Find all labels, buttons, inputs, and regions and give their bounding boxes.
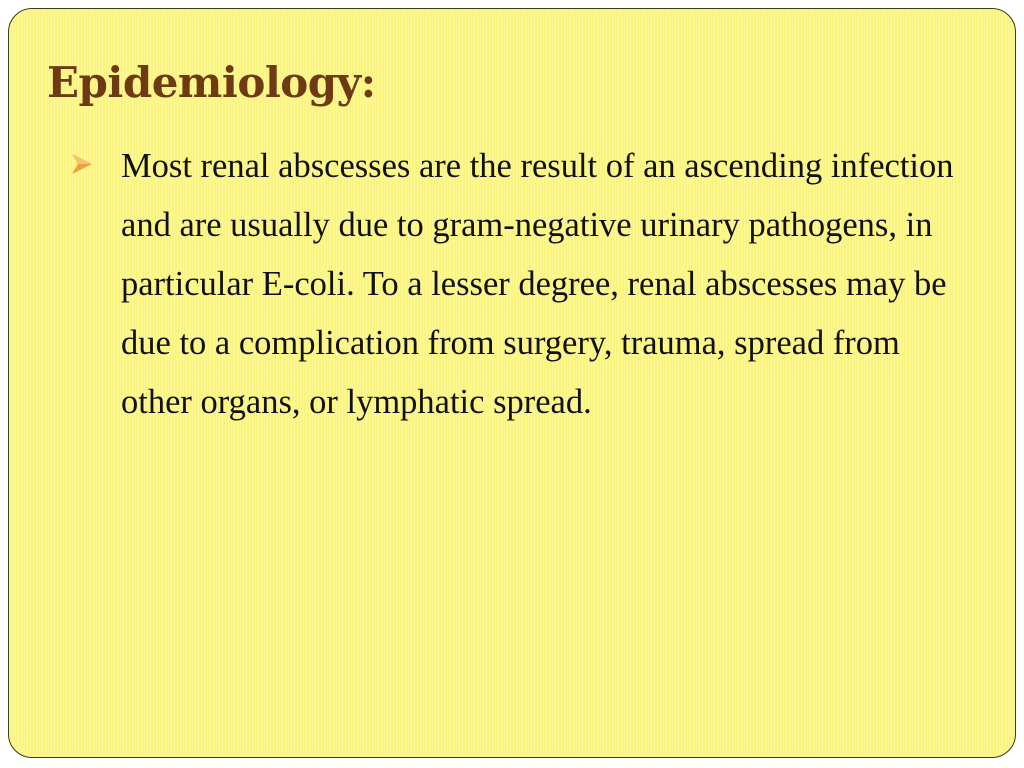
slide [8,8,1016,758]
bullet-text: Most renal abscesses are the result of an ascending infection and are usually due to gram-negative urinary pathogens, in particular E-coli. To a lesser degree, renal abscesses may be due to a complication from surgery, trauma, spread from other organs, or lymphatic spread. [121,147,954,421]
slide-title: Epidemiology: [47,58,376,107]
arrow-bullet-icon [71,153,93,175]
